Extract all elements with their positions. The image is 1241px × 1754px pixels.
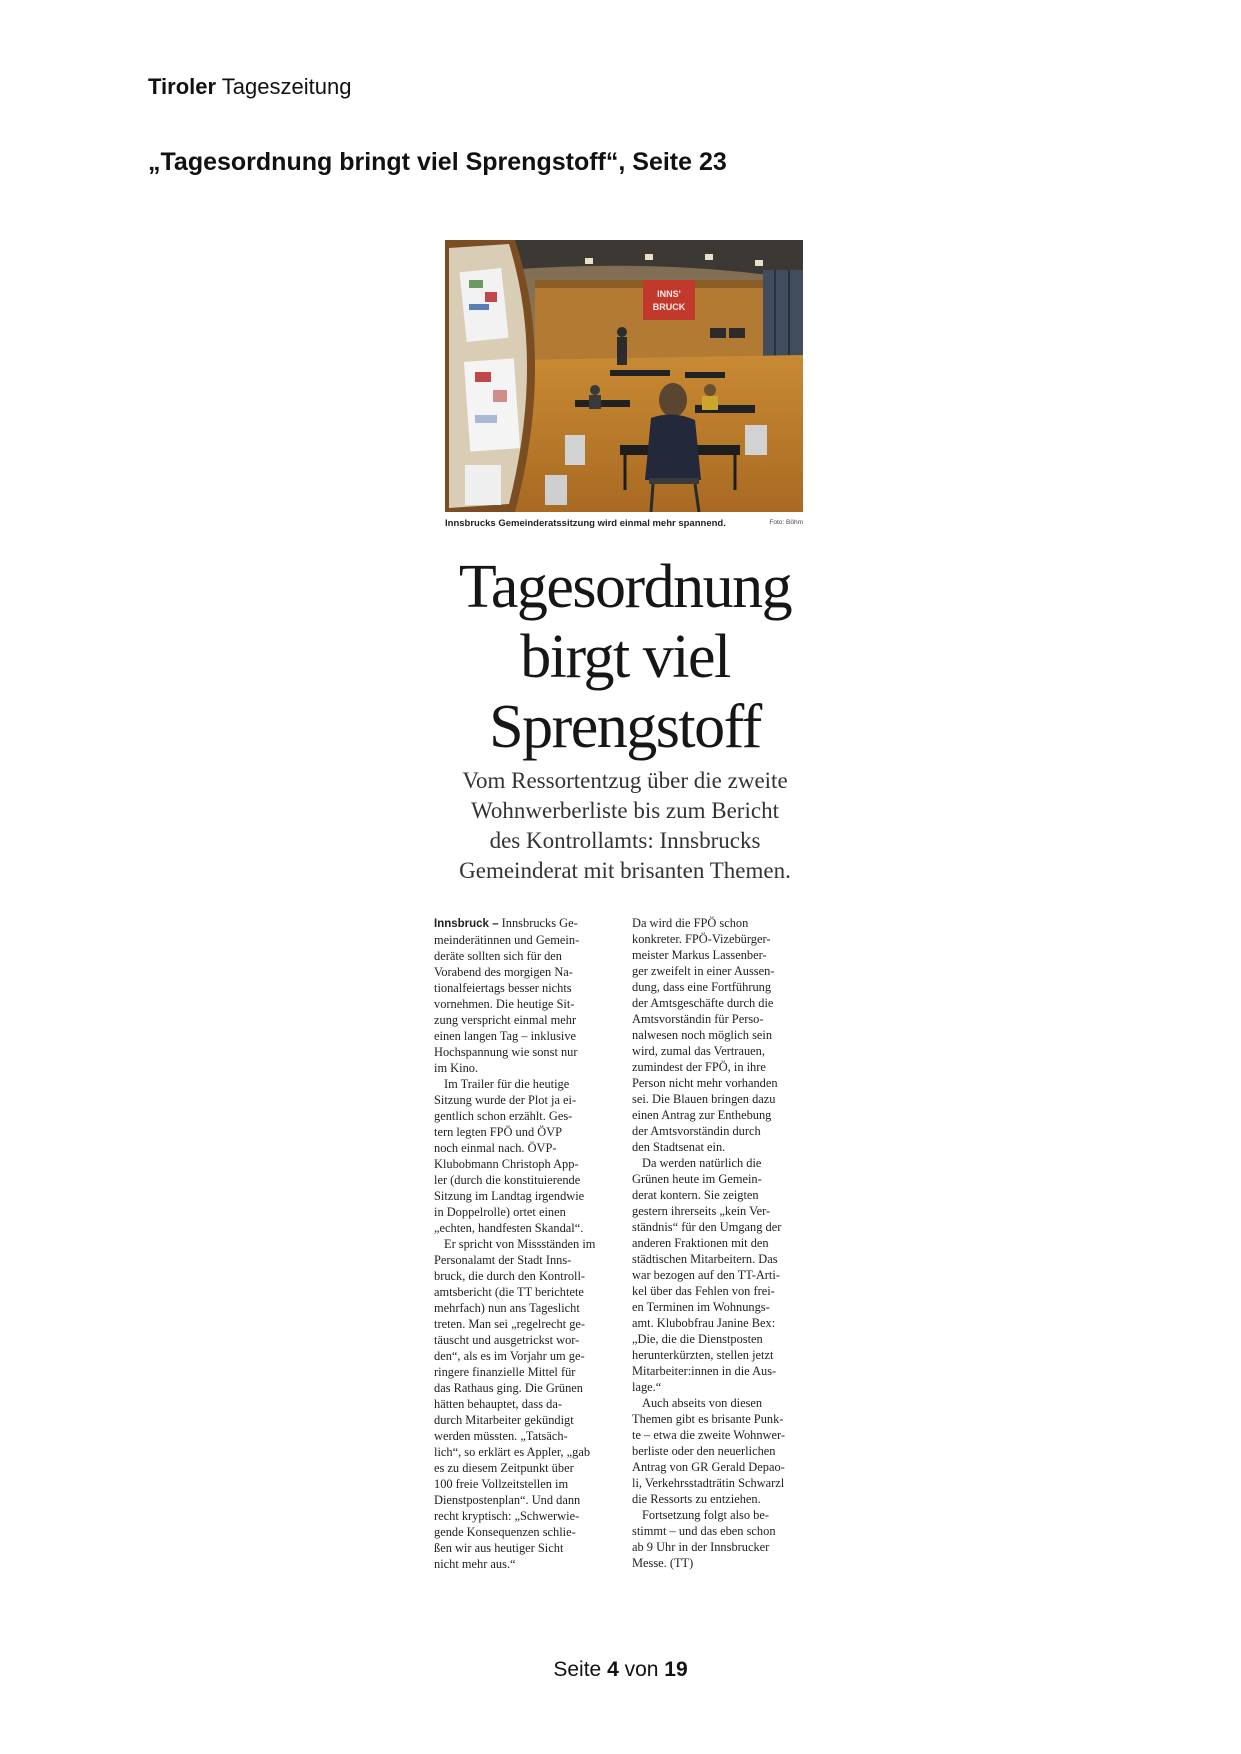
article-text-line: Grünen heute im Gemein- [632, 1172, 762, 1186]
article-text-line: Themen gibt es brisante Punk- [632, 1412, 784, 1426]
page-footer [0, 1658, 1241, 1682]
article-text-line: Mitarbeiter:innen in die Aus- [632, 1364, 777, 1378]
deck-line: Gemeinderat mit brisanten Themen. [459, 858, 791, 883]
article-text-line: ßen wir aus heutiger Sicht [434, 1541, 564, 1555]
article-text-line: „Die, die die Dienstposten [632, 1332, 763, 1346]
photo-caption-text: Innsbrucks Gemeinderatssitzung wird einmal mehr spannend. [445, 518, 726, 529]
headline-line: Sprengstoff [489, 693, 761, 761]
article-text-line: „echten, handfesten Skandal“. [434, 1221, 584, 1235]
article-column-right [632, 915, 814, 1571]
article-text-line: gentlich schon erzählt. Ges- [434, 1109, 573, 1123]
article-text-line: Dienstpostenplan“. Und dann [434, 1493, 581, 1507]
article-text-line: Klubobmann Christoph App- [434, 1157, 579, 1171]
article-text-line: hätten behauptet, dass da- [434, 1397, 562, 1411]
article-text-line: einen Antrag zur Enthebung [632, 1108, 772, 1122]
footer-prefix: Seite [553, 1658, 602, 1681]
article-text-line: nalwesen noch möglich sein [632, 1028, 773, 1042]
article-text-line: wird, zumal das Vertrauen, [632, 1044, 765, 1058]
article-text-line: Amtsvorständin für Perso- [632, 1012, 764, 1026]
article-text-line: Da werden natürlich die [642, 1156, 762, 1170]
document-title: „Tagesordnung bringt viel Sprengstoff“, Seite 23 [148, 148, 727, 176]
article-text-line: die Ressorts zu entziehen. [632, 1492, 761, 1506]
article-text-line: städtischen Mitarbeitern. Das [632, 1252, 778, 1266]
article-text-line: nicht mehr aus.“ [434, 1557, 516, 1571]
article-text-line: Person nicht mehr vorhanden [632, 1076, 778, 1090]
screen-text-2: BRUCK [652, 302, 686, 312]
publication-name [148, 74, 351, 100]
article-text-line: kel über das Fehlen von frei- [632, 1284, 775, 1298]
article-text-line: noch einmal nach. ÖVP- [434, 1141, 557, 1155]
article-text-line: täuscht und ausgetrickst wor- [434, 1333, 580, 1347]
article-text-line: derat kontern. Sie zeigten [632, 1188, 759, 1202]
article-text-line: der Amtsvorständin durch [632, 1124, 761, 1138]
article-text-line: dung, dass eine Fortführung [632, 980, 772, 994]
article-text-line: Auch abseits von diesen [642, 1396, 763, 1410]
article-text-line: Im Trailer für die heutige [444, 1077, 570, 1091]
article-text-line: amtsbericht (die TT berichtete [434, 1285, 584, 1299]
footer-page-total: 19 [664, 1658, 688, 1681]
footer-page-number: 4 [607, 1658, 619, 1681]
article-text-line: ler (durch die konstituierende [434, 1173, 581, 1187]
article-text-line: vornehmen. Die heutige Sit- [434, 997, 575, 1011]
screen-text-1: INNS' [657, 289, 681, 299]
publication-name-rest: Tageszeitung [221, 74, 352, 99]
article-text-line: einen langen Tag – inklusive [434, 1029, 577, 1043]
deck-line: Vom Ressortentzug über die zweite [462, 768, 788, 793]
article-text-line: recht kryptisch: „Schwerwie- [434, 1509, 580, 1523]
article-text-line: lage.“ [632, 1380, 662, 1394]
article-text-line: das Rathaus ging. Die Grünen [434, 1381, 584, 1395]
article-text-line: ger zweifelt in einer Aussen- [632, 964, 775, 978]
article-text-line: es zu diesem Zeitpunkt über [434, 1461, 574, 1475]
article-text-line: stimmt – und das eben schon [632, 1524, 776, 1538]
article-text-line: anderen Fraktionen mit den [632, 1236, 769, 1250]
article-text-line: meister Markus Lassenber- [632, 948, 767, 962]
article-headline [420, 552, 830, 762]
article-text-line: Vorabend des morgigen Na- [434, 965, 573, 979]
article-text-line: meinderätinnen und Gemein- [434, 933, 580, 947]
article-deck [425, 766, 825, 886]
article-text-line: Er spricht von Missständen im [444, 1237, 596, 1251]
article-text-line: en Terminen im Wohnungs- [632, 1300, 770, 1314]
article-text-line: Sitzung im Landtag irgendwie [434, 1189, 585, 1203]
article-column-left [434, 915, 616, 1572]
article-text-line: war bezogen auf den TT-Arti- [632, 1268, 780, 1282]
article-text-line [434, 915, 616, 932]
council-meeting-photo-illustration [445, 240, 803, 512]
article-text-line: ringere finanzielle Mittel für [434, 1365, 576, 1379]
article-text-line: Antrag von GR Gerald Depao- [632, 1460, 785, 1474]
photo-credit: Foto: Böhm [769, 519, 803, 526]
article-text-line: zumindest der FPÖ, in ihre [632, 1060, 766, 1074]
article-text-line: lich“, so erklärt es Appler, „gab [434, 1445, 591, 1459]
article-text-line: ständnis“ für den Umgang der [632, 1220, 782, 1234]
article-text-line: den“, als es im Vorjahr um ge- [434, 1349, 585, 1363]
article-text-line: ab 9 Uhr in der Innsbrucker [632, 1540, 770, 1554]
article-text-line: treten. Man sei „regelrecht ge- [434, 1317, 586, 1331]
headline-line: Tagesordnung [458, 553, 792, 621]
article-text-line: bruck, die durch den Kontroll- [434, 1269, 586, 1283]
article-text-line: mehrfach) nun ans Tageslicht [434, 1301, 580, 1315]
article-text-line: konkreter. FPÖ-Vizebürger- [632, 932, 771, 946]
article-text-line: li, Verkehrsstadträtin Schwarzl [632, 1476, 785, 1490]
article-text-line: zung verspricht einmal mehr [434, 1013, 577, 1027]
photo-caption [445, 518, 803, 529]
article-text-line: in Doppelrolle) ortet einen [434, 1205, 566, 1219]
article-text-line: der Amtsgeschäfte durch die [632, 996, 774, 1010]
article-photo [445, 240, 803, 512]
article-text-line: Sitzung wurde der Plot ja ei- [434, 1093, 577, 1107]
headline-line: birgt viel [520, 623, 730, 691]
article-text-line: im Kino. [434, 1061, 479, 1075]
article-text-line: herunterkürzten, stellen jetzt [632, 1348, 774, 1362]
footer-middle: von [624, 1658, 659, 1681]
article-text-line: gende Konsequenzen schlie- [434, 1525, 576, 1539]
article-text-line: Hochspannung wie sonst nur [434, 1045, 578, 1059]
article-text-line: 100 freie Vollzeitstellen im [434, 1477, 569, 1491]
article-text-line: durch Mitarbeiter gekündigt [434, 1413, 574, 1427]
article-text-line: Messe. (TT) [632, 1556, 694, 1570]
dateline: Innsbruck – [434, 918, 499, 930]
article-text-line: amt. Klubobfrau Janine Bex: [632, 1316, 776, 1330]
article-text-line: berliste oder den neuerlichen [632, 1444, 776, 1458]
article-text-line: tionalfeiertags besser nichts [434, 981, 572, 995]
deck-line: Wohnwerberliste bis zum Bericht [471, 798, 779, 823]
article-text-line: gestern ihrerseits „kein Ver- [632, 1204, 771, 1218]
article-text-line: Fortsetzung folgt also be- [642, 1508, 769, 1522]
article-text-line: deräte sollten sich für den [434, 949, 562, 963]
article-text-line: sei. Die Blauen bringen dazu [632, 1092, 776, 1106]
article-text-line: werden müssten. „Tatsäch- [434, 1429, 568, 1443]
article-text-line: den Stadtsenat ein. [632, 1140, 726, 1154]
article-text-line: tern legten FPÖ und ÖVP [434, 1125, 563, 1139]
article-text-line: te – etwa die zweite Wohnwer- [632, 1428, 786, 1442]
deck-line: des Kontrollamts: Innsbrucks [489, 828, 761, 853]
publication-name-bold: Tiroler [148, 74, 217, 99]
article-text-line: Personalamt der Stadt Inns- [434, 1253, 572, 1267]
article-text-segment: Innsbrucks Ge- [498, 916, 578, 930]
article-text-line: Da wird die FPÖ schon [632, 916, 749, 930]
